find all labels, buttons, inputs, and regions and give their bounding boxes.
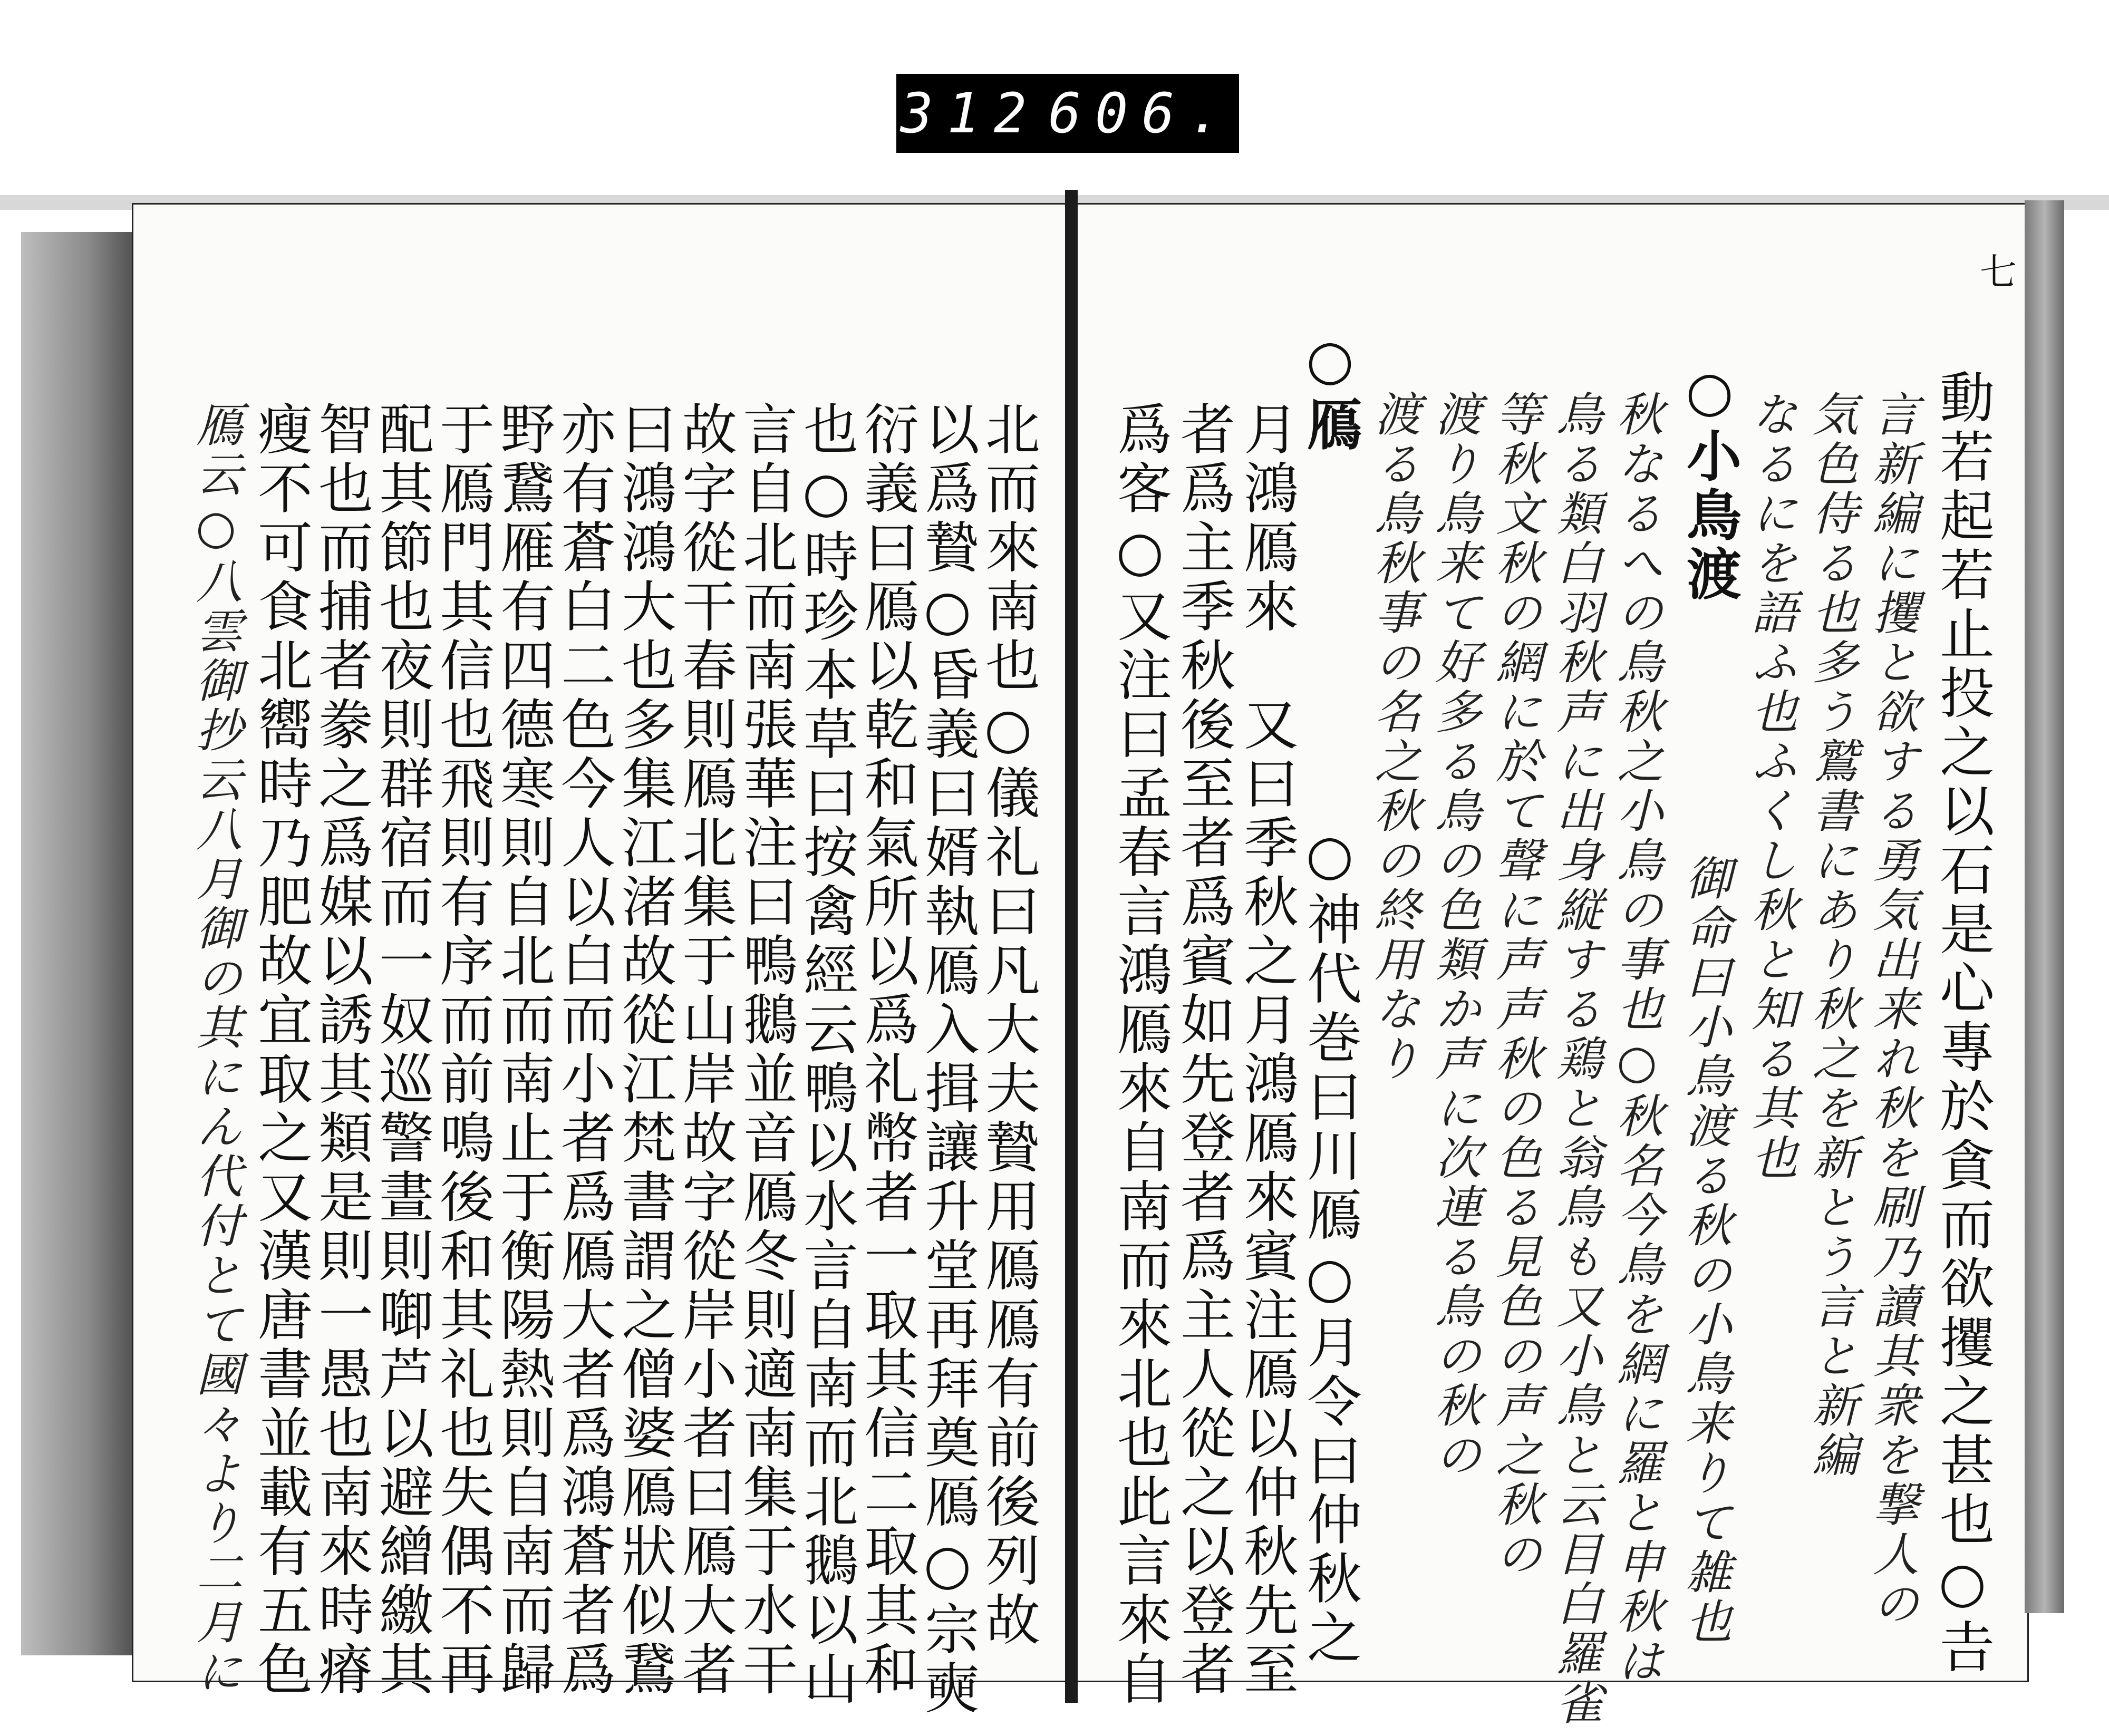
text-column: 月鴻鴈來 又曰季秋之月鴻鴈來賓注鴈以仲秋先至	[1234, 401, 1299, 1700]
shelf-mark-label	[896, 74, 1239, 153]
text-column: 渡り鳥来て好多る鳥の色類か声に次連る鳥の秋の	[1428, 390, 1482, 1480]
text-column: 以爲贄○昏義曰婿執鴈入揖讓升堂再拜奠鴈○宗奭	[915, 401, 980, 1719]
text-column: 爲客○又注曰孟春言鴻鴈來自南而來北也此言來自	[1108, 401, 1172, 1709]
text-column: 北而來南也○儀礼曰凡大夫贄用鴈鴈有前後列故	[976, 401, 1040, 1650]
text-column: 者爲主季秋後至者爲賓如先登者爲主人從之以登者	[1171, 401, 1235, 1700]
shelf-number-right: 606.	[1048, 81, 1235, 146]
section-heading: ○小鳥渡	[1677, 358, 1742, 605]
left-page-edges	[21, 232, 134, 1655]
text-column: 衍義曰鴈以乾和氣所以爲礼幣者一取其信二取其和	[855, 401, 919, 1700]
book-gutter	[1065, 190, 1078, 1703]
text-column: 気色侍る也多う鷲書にあり秋之を新とう言と新編	[1805, 390, 1859, 1480]
text-column: 曰鴻鴻大也多集江渚故從江梵書謂之僧婆鴈狀似鵞	[612, 401, 676, 1700]
text-column: 故字從干春則鴈北集于山岸故字從岸小者曰鴈大者	[673, 401, 737, 1700]
text-column: 動若起若止投之以石是心專於貪而欲攫之甚也○𠮷	[1930, 369, 1995, 1677]
page-folio-number: 七	[1980, 250, 2017, 294]
text-column: 也○時珍本草曰按禽經云鴨以水言自南而北鵝以山	[794, 401, 858, 1709]
shelf-number-left: 312	[900, 81, 1041, 146]
text-column: 亦有蒼白二色今人以白而小者爲鴈大者爲鴻蒼者爲	[552, 401, 616, 1700]
text-column: なるにを語ふ也ふくし秋と知る其也	[1744, 390, 1798, 1183]
right-page-edges	[2025, 200, 2064, 1613]
text-column: 等秋文秋の網に於て聲に声声秋の色る見色の声之秋の	[1488, 390, 1543, 1579]
text-column: ○神代巻曰川鴈○月令曰仲秋之	[1298, 822, 1362, 1668]
text-column: 瘦不可食北嚮時乃肥故宜取之又漢唐書並載有五色	[248, 401, 313, 1700]
text-column: 鴈云○八雲御抄云八月御の其にん代付とて國々より二月に	[189, 401, 243, 1697]
text-column: 秋なるへの鳥秋之小鳥の事也○秋名今鳥を網に羅と申秋は	[1610, 390, 1664, 1686]
text-column: 言新編に攫と欲する勇気出来れ秋を刷乃讀其衆を撃人の	[1865, 390, 1920, 1629]
text-column: 渡る鳥秋事の名之秋の終用なり	[1367, 390, 1421, 1084]
text-column: 于鴈門其信也飛則有序而前鳴後和其礼也失偶不再	[430, 401, 495, 1700]
text-column: 配其節也夜則群宿而一奴巡警晝則啣芦以避繒繳其	[370, 401, 434, 1700]
text-column: 野鵞雁有四德寒則自北而南止于衡陽熱則自南而歸	[491, 401, 555, 1700]
text-column: 御命曰小鳥渡る秋の小鳥来りて雑也	[1678, 854, 1733, 1647]
text-column: 言自北而南張華注曰鴨鵝並音鴈冬則適南集于水干	[733, 401, 798, 1700]
text-column: 智也而捕者豢之爲媒以誘其類是則一愚也南來時瘠	[309, 401, 373, 1700]
text-column: 鳥る類白羽秋声に出身縦する鶏と翁鳥も又小鳥と云目白羅雀	[1549, 390, 1603, 1728]
section-heading: ○鴈	[1298, 327, 1362, 455]
